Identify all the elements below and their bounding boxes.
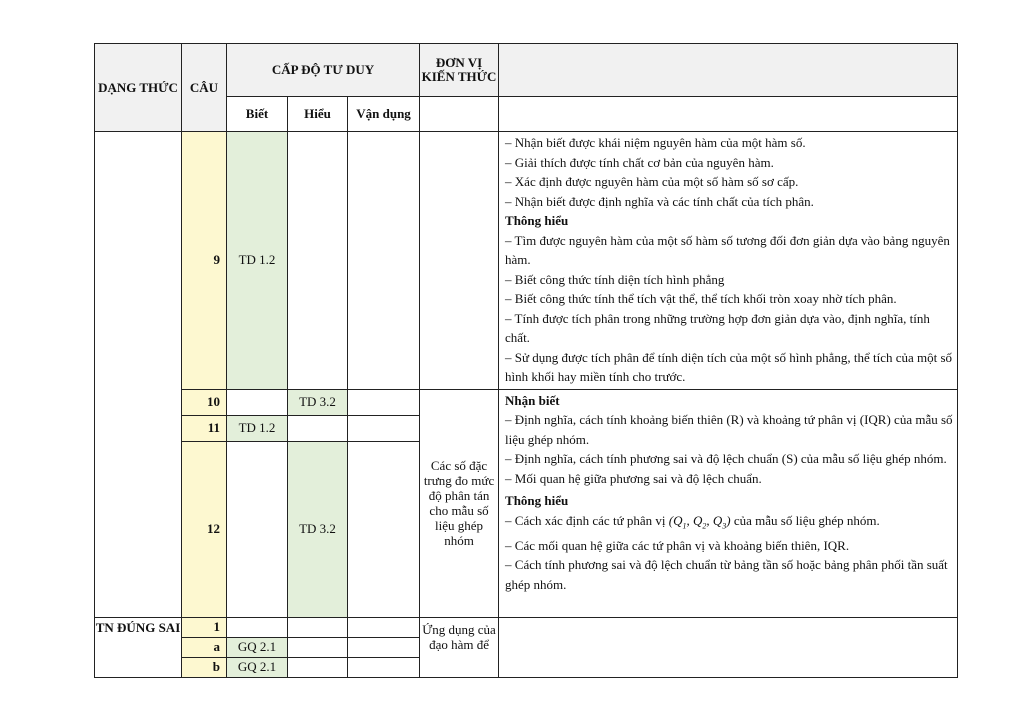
- description-line: – Tìm được nguyên hàm của một số hàm số tương đối đơn giản dựa vào bảng nguyên hàm.: [505, 232, 950, 267]
- description-heading: Thông hiểu: [505, 213, 569, 228]
- van-dung-cell: [348, 657, 420, 677]
- description-line: – Mối quan hệ giữa phương sai và độ lệch chuẩn.: [505, 470, 762, 486]
- description-heading: Nhận biết: [505, 392, 560, 408]
- description-line: – Tính được tích phân trong những trường hợp đơn giản dựa vào, định nghĩa, tính chất.: [505, 310, 930, 345]
- biet-cell: [227, 389, 288, 415]
- cau-letter: a: [182, 637, 227, 657]
- hieu-cell: [288, 657, 348, 677]
- cau-number: 11: [182, 415, 227, 441]
- cau-number: 12: [182, 441, 227, 617]
- biet-cell: [227, 441, 288, 617]
- van-dung-cell: [348, 389, 420, 415]
- description-cell: [499, 132, 958, 390]
- description-line: – Sử dụng được tích phân để tính diện tích của một số hình phẳng, thể tích của một số hình khối hay miền tính cho trước.: [505, 349, 953, 384]
- description-line: – Định nghĩa, cách tính khoảng biến thiên (R) và khoảng tứ phân vị (IQR) của mẫu số liệu ghép nhóm.: [505, 412, 953, 447]
- header-hieu: Hiểu: [288, 97, 348, 132]
- description-line: – Nhận biết được khái niệm nguyên hàm của một hàm số.: [505, 135, 806, 150]
- header-blank: [499, 44, 958, 97]
- header-don-vi-kien-thuc: ĐƠN VỊ KIẾN THỨC: [420, 44, 499, 97]
- description-line: – Biết công thức tính diện tích hình phẳng: [505, 271, 725, 287]
- don-vi-cell: Ứng dụng của đạo hàm để: [420, 617, 499, 677]
- cau-letter: b: [182, 657, 227, 677]
- description-line: – Cách tính phương sai và độ lệch chuẩn từ bảng tần số hoặc bảng phân phối tần suất ghép nhóm.: [505, 557, 948, 592]
- don-vi-cell: [420, 132, 499, 390]
- description-line: – Nhận biết được định nghĩa và các tính chất của tích phân.: [505, 193, 814, 209]
- van-dung-cell: [348, 441, 420, 617]
- description-heading: Thông hiểu: [505, 493, 569, 508]
- cau-number: 9: [182, 132, 227, 390]
- hieu-cell: TD 3.2: [288, 389, 348, 415]
- biet-cell: GQ 2.1: [227, 657, 288, 677]
- description-line: – Các mối quan hệ giữa các tứ phân vị và khoảng biến thiên, IQR.: [505, 537, 850, 553]
- hieu-cell: [288, 617, 348, 637]
- header-blank-3: [499, 97, 958, 132]
- description-line: – Xác định được nguyên hàm của một số hàm số sơ cấp.: [505, 174, 799, 189]
- van-dung-cell: [348, 415, 420, 441]
- description-line: – Giải thích được tính chất cơ bản của nguyên hàm.: [505, 154, 774, 170]
- dang-thuc-tn-dung-sai: TN ĐÚNG SAI: [95, 617, 182, 677]
- header-cau: CÂU: [182, 44, 227, 132]
- cau-number: 10: [182, 389, 227, 415]
- header-cap-do-tu-duy: CẤP ĐỘ TƯ DUY: [227, 44, 420, 97]
- hieu-cell: [288, 637, 348, 657]
- biet-cell: [227, 617, 288, 637]
- header-biet: Biết: [227, 97, 288, 132]
- biet-cell: GQ 2.1: [227, 637, 288, 657]
- description-line: – Định nghĩa, cách tính phương sai và độ lệch chuẩn (S) của mẫu số liệu ghép nhóm.: [505, 451, 947, 466]
- matrix-table: [94, 43, 958, 678]
- description-cell: [499, 389, 958, 617]
- description-cell: [499, 617, 958, 677]
- biet-cell: TD 1.2: [227, 415, 288, 441]
- header-blank-2: [420, 97, 499, 132]
- header-dang-thuc: DẠNG THỨC: [95, 44, 182, 132]
- header-van-dung: Vận dụng: [348, 97, 420, 132]
- van-dung-cell: [348, 617, 420, 637]
- description-line: [505, 511, 953, 536]
- dang-thuc-cell-1: [95, 132, 182, 618]
- hieu-cell: TD 3.2: [288, 441, 348, 617]
- hieu-cell: [288, 415, 348, 441]
- biet-cell: TD 1.2: [227, 132, 288, 390]
- description-line: – Biết công thức tính thể tích vật thể, thể tích khối tròn xoay nhờ tích phân.: [505, 291, 897, 306]
- van-dung-cell: [348, 637, 420, 657]
- quartile-prefix: – Cách xác định các tứ phân vị: [505, 512, 666, 528]
- hieu-cell: [288, 132, 348, 390]
- quartile-suffix: của mẫu số liệu ghép nhóm.: [733, 512, 880, 528]
- cau-number: 1: [182, 617, 227, 637]
- don-vi-cell: Các số đặc trưng đo mức độ phân tán cho mẫu số liệu ghép nhóm: [420, 389, 499, 617]
- van-dung-cell: [348, 132, 420, 390]
- quartile-formula: ($Q_1$, $Q_2$, $Q_3$): [668, 512, 731, 531]
